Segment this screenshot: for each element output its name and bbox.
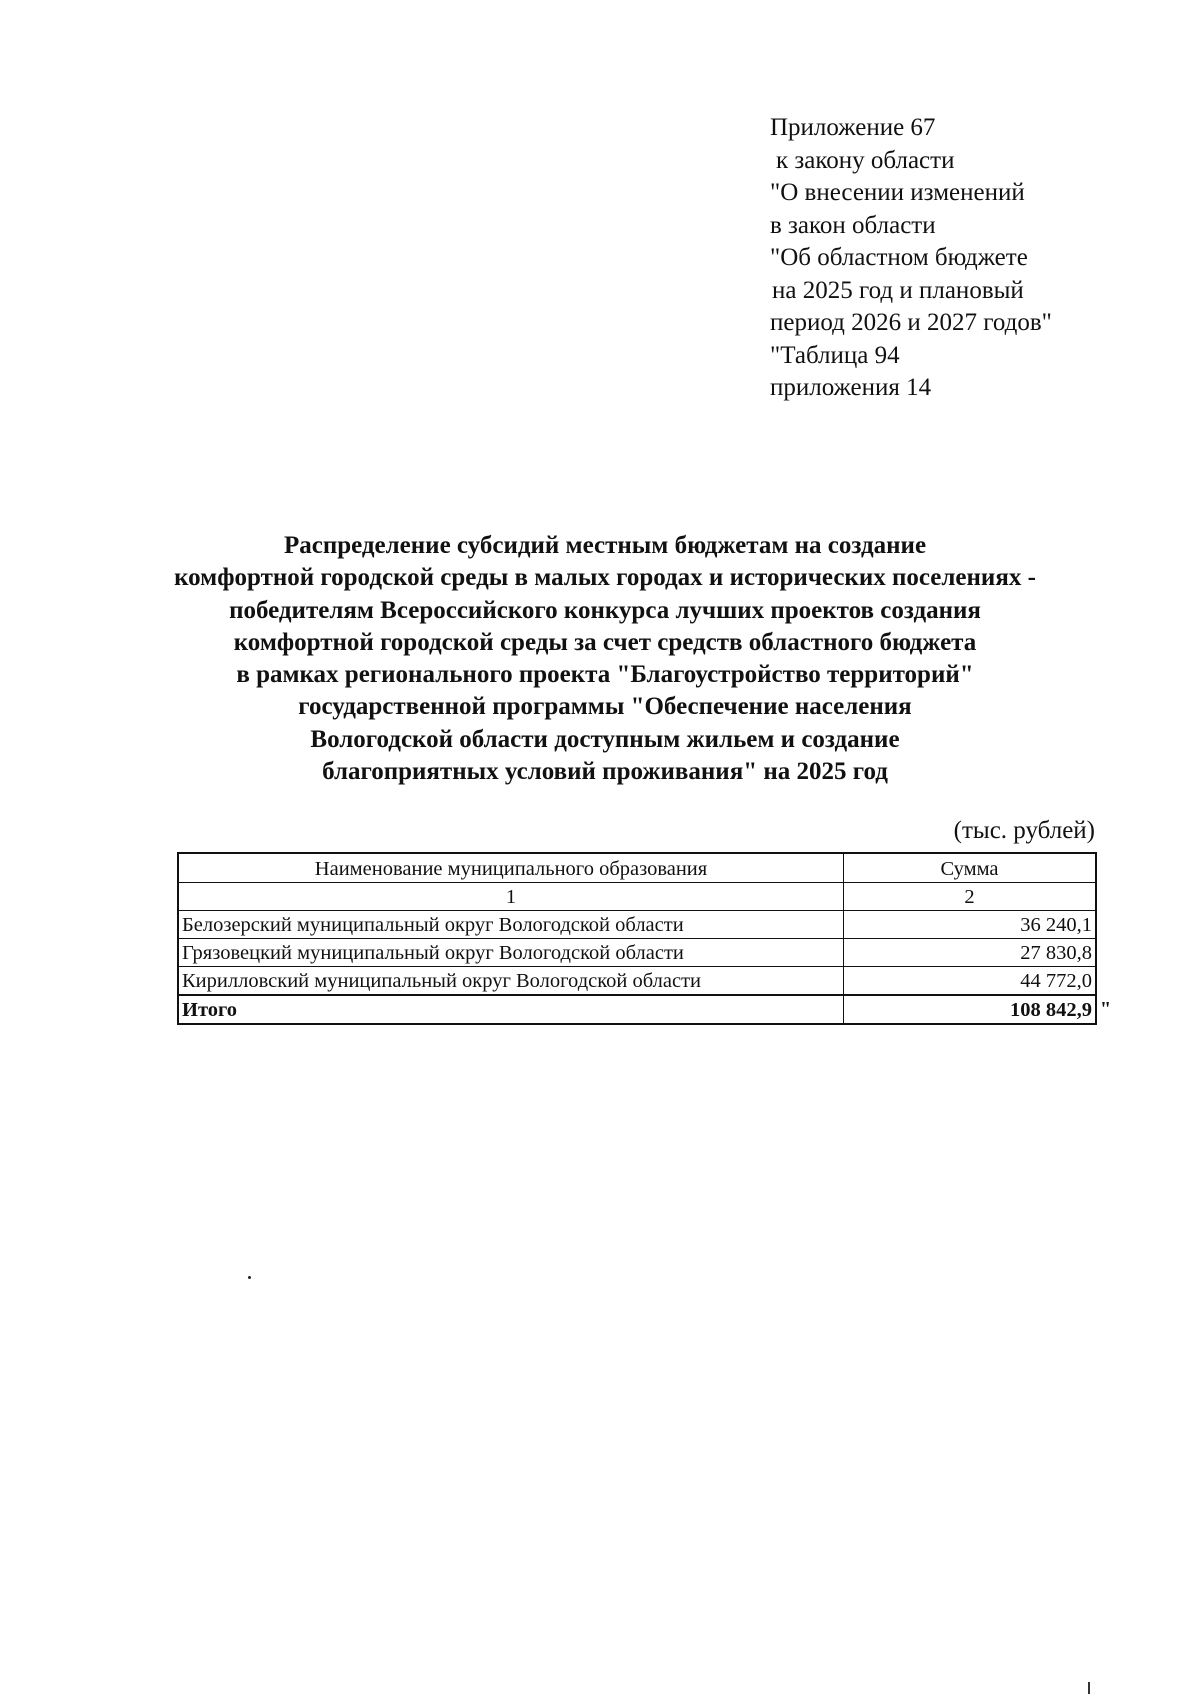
subsidy-amount: 27 830,8 — [1020, 942, 1092, 964]
total-label: Итого — [179, 996, 844, 1023]
subsidy-table — [177, 852, 1097, 1025]
municipality-name: Белозерский муниципальный округ Вологодской области — [179, 911, 844, 938]
table-row — [179, 966, 1095, 994]
units-caption: (тыс. рублей) — [953, 817, 1095, 844]
appendix-line: "О внесении изменений — [770, 179, 1025, 206]
table-header-row — [179, 854, 1095, 882]
appendix-line: на 2025 год и плановый — [772, 276, 1024, 304]
appendix-line: к закону области — [776, 146, 955, 174]
subsidy-amount: 44 772,0 — [1020, 970, 1092, 992]
total-amount: 108 842,9 — [1010, 999, 1092, 1021]
appendix-reference — [770, 112, 1110, 405]
table-row — [179, 938, 1095, 966]
column-header-amount: Сумма — [940, 858, 999, 880]
appendix-line: "Об областном бюджете — [770, 244, 1028, 271]
scan-speck — [248, 1276, 251, 1279]
column-number: 2 — [964, 886, 975, 908]
title-line: комфортной городской среды за счет средств областного бюджета — [233, 628, 977, 656]
document-title — [140, 530, 1070, 788]
title-line: государственной программы "Обеспечение населения — [298, 693, 912, 721]
title-line: победителям Всероссийского конкурса лучших проектов создания — [229, 596, 981, 624]
title-line: Вологодской области доступным жильем и создание — [310, 725, 900, 753]
closing-quote: " — [1100, 998, 1112, 1020]
title-line: комфортной городской среды в малых городах и исторических поселениях - — [174, 564, 1036, 592]
table-row — [179, 910, 1095, 938]
appendix-line: Приложение 67 — [770, 114, 936, 141]
appendix-line: "Таблица 94 — [770, 341, 900, 369]
scan-edge-mark — [1088, 1682, 1090, 1694]
subsidy-amount: 36 240,1 — [1020, 914, 1092, 936]
title-line: Распределение субсидий местным бюджетам на создание — [283, 532, 927, 559]
column-number: 1 — [179, 883, 844, 910]
municipality-name: Грязовецкий муниципальный округ Вологодской области — [179, 939, 844, 966]
column-header-name: Наименование муниципального образования — [179, 854, 844, 882]
title-line: в рамках регионального проекта "Благоустройство территорий" — [236, 661, 974, 689]
title-line: благоприятных условий проживания" на 2025 год — [322, 758, 888, 786]
appendix-line: период 2026 и 2027 годов" — [770, 309, 1052, 336]
municipality-name: Кирилловский муниципальный округ Вологодской области — [179, 967, 844, 994]
column-numbers-row — [179, 882, 1095, 910]
appendix-line: приложения 14 — [770, 374, 932, 401]
appendix-line: в закон области — [770, 211, 936, 239]
table-total-row — [179, 994, 1095, 1023]
